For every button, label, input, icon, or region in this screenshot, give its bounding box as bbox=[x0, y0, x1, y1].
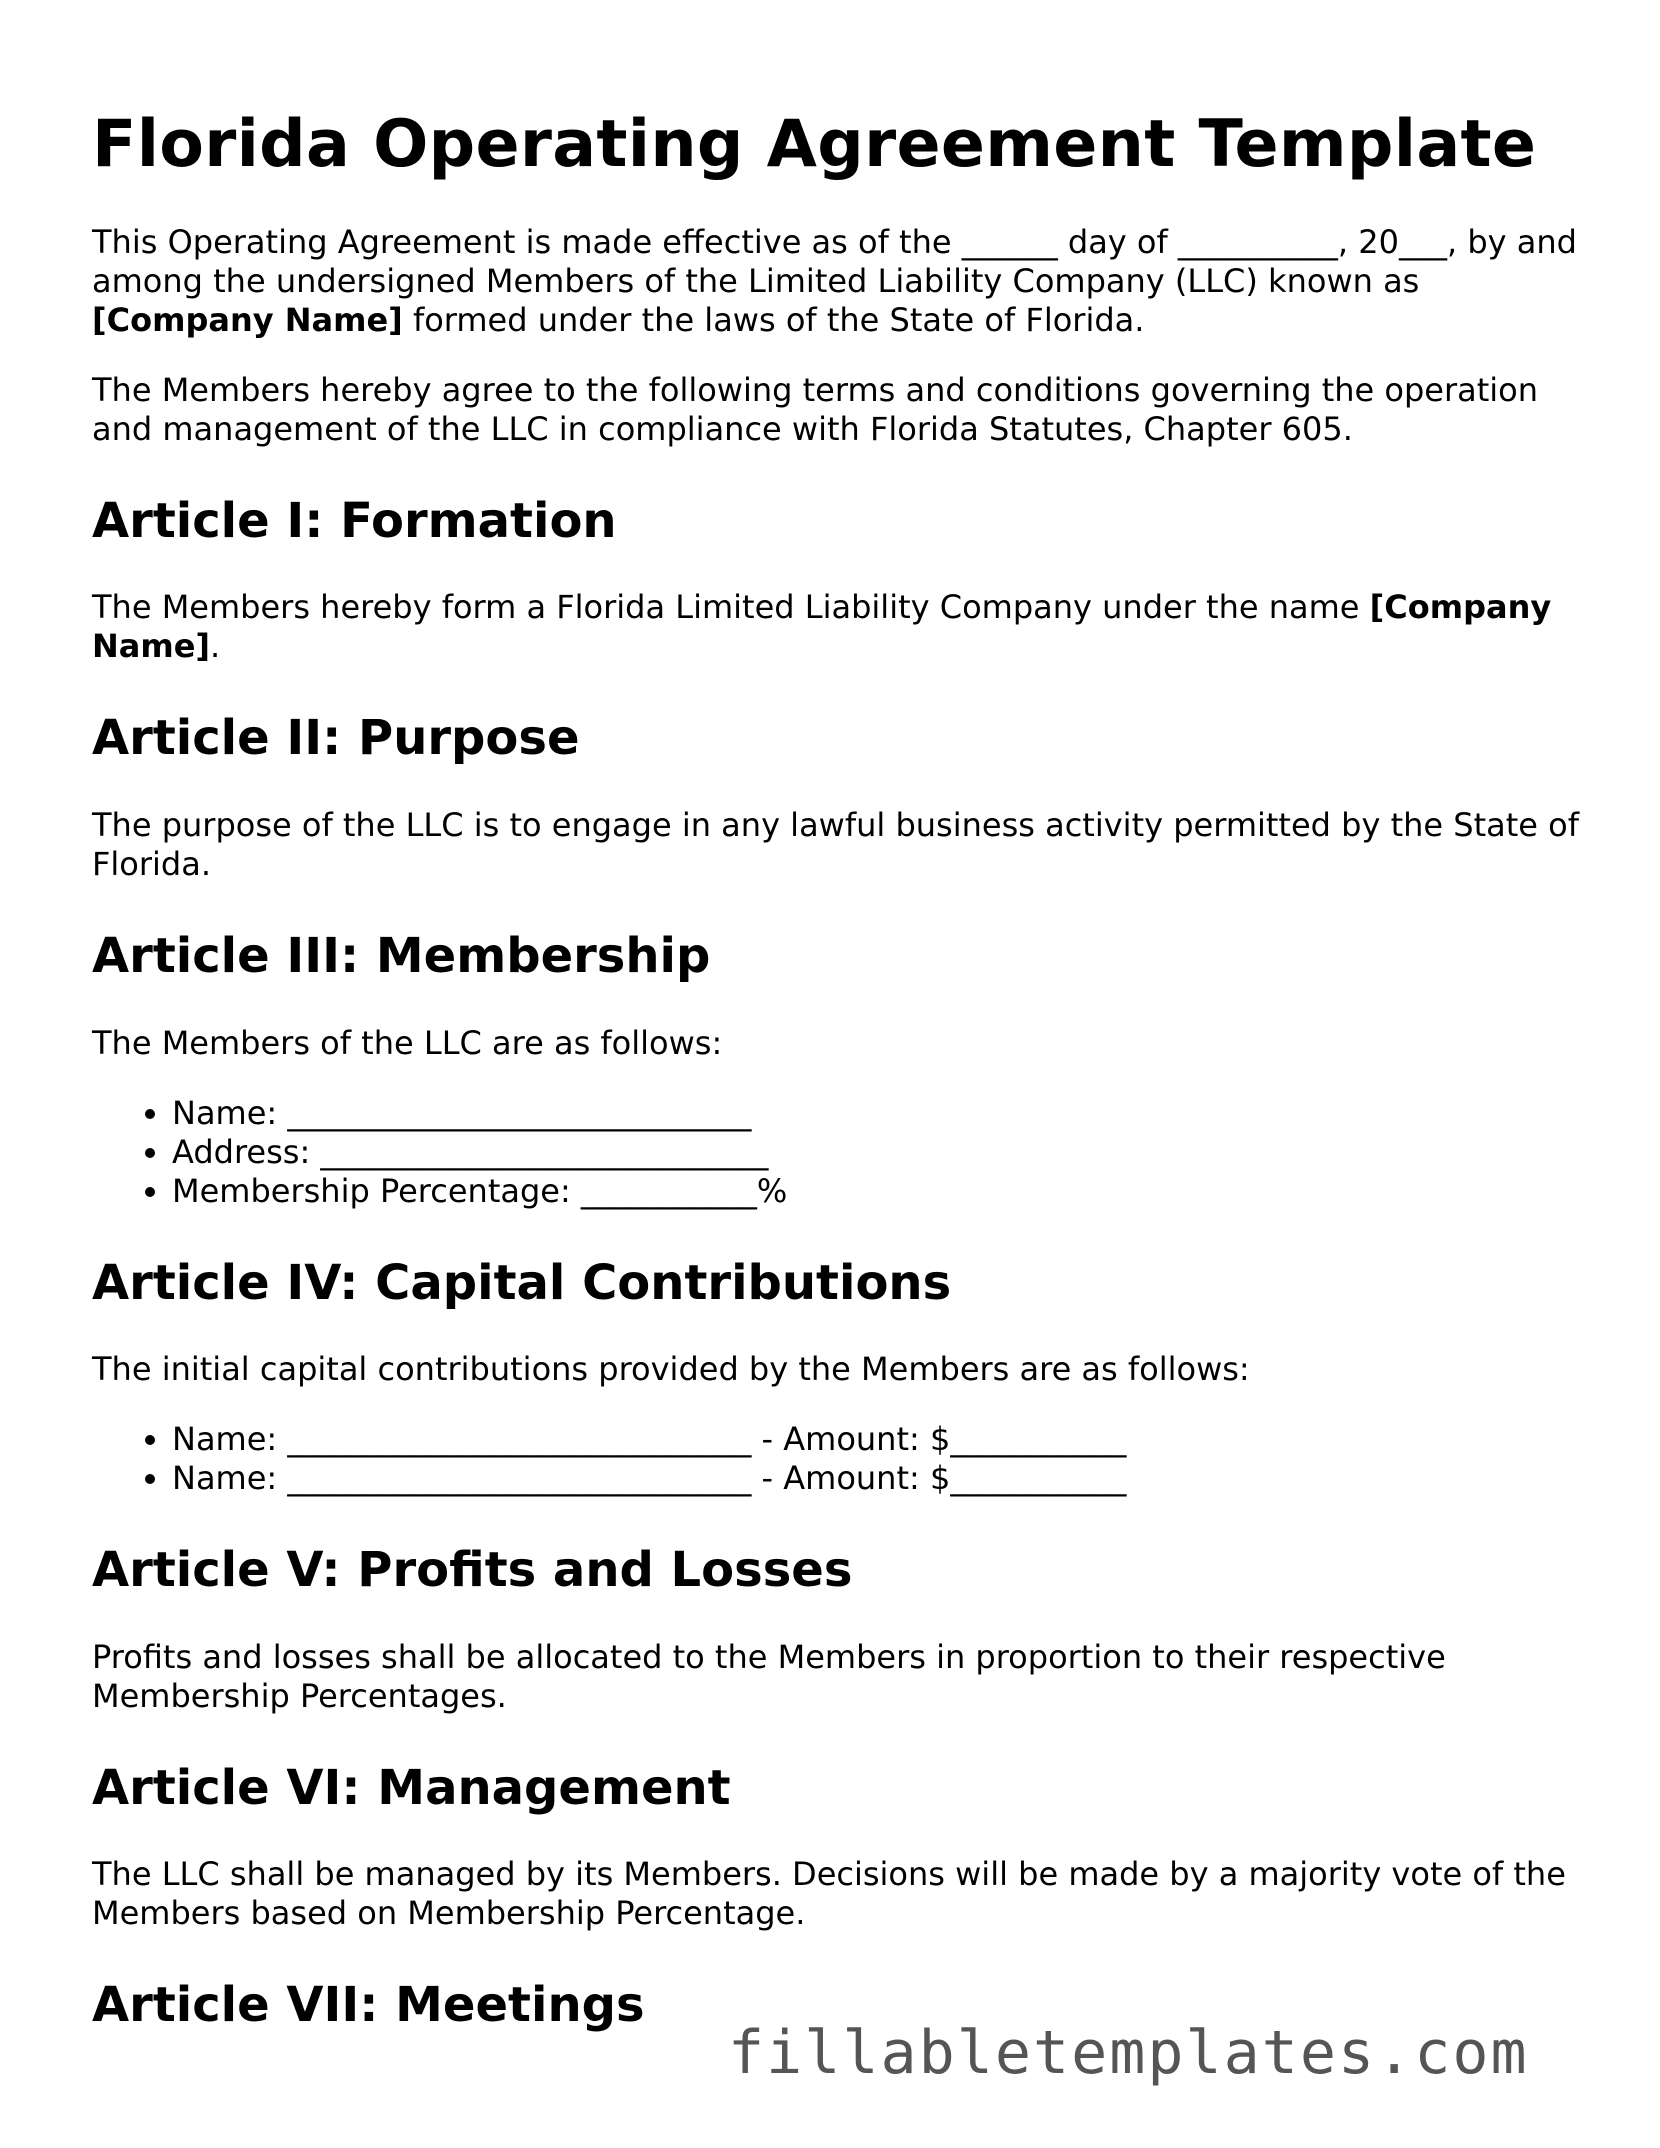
purpose-paragraph: The purpose of the LLC is to engage in any lawful business activity permitted by the State of Florida. bbox=[92, 805, 1579, 883]
capital-contributions-paragraph: The initial capital contributions provided by the Members are as follows: bbox=[92, 1350, 1250, 1389]
list-item-contribution: • Name: _____________________________ - Amount: $___________ bbox=[172, 1459, 1592, 1498]
capital-contributions-list bbox=[92, 1420, 1592, 1498]
document-title: Florida Operating Agreement Template bbox=[92, 107, 1537, 182]
watermark-text: fillabletemplates.com bbox=[728, 2018, 1529, 2088]
article-heading-membership: Article III: Membership bbox=[92, 927, 711, 984]
list-item-member-name: • Name: _____________________________ bbox=[172, 1094, 1592, 1133]
intro-paragraph bbox=[92, 223, 1592, 340]
article-heading-capital-contributions: Article IV: Capital Contributions bbox=[92, 1254, 952, 1311]
formation-period: . bbox=[210, 627, 221, 666]
company-name-placeholder: [Company Name] bbox=[92, 300, 403, 339]
terms-paragraph: The Members hereby agree to the following terms and conditions governing the operation and management of the LLC in compliance with Florida Statutes, Chapter 605. bbox=[92, 370, 1539, 448]
profits-losses-paragraph: Profits and losses shall be allocated to the Members in proportion to their respective Membership Percentages. bbox=[92, 1637, 1446, 1715]
article-heading-meetings: Article VII: Meetings bbox=[92, 1977, 645, 2034]
membership-list bbox=[92, 1094, 1592, 1211]
formation-paragraph bbox=[92, 588, 1592, 666]
company-name-placeholder: [Company Name] bbox=[92, 588, 1552, 666]
list-item-contribution: • Name: _____________________________ - Amount: $___________ bbox=[172, 1420, 1592, 1459]
article-heading-purpose: Article II: Purpose bbox=[92, 710, 580, 767]
document-page bbox=[92, 108, 1592, 2073]
intro-text-end: formed under the laws of the State of Florida. bbox=[402, 300, 1145, 339]
article-heading-formation: Article I: Formation bbox=[92, 492, 617, 549]
article-heading-profits-losses: Article V: Profits and Losses bbox=[92, 1542, 853, 1599]
management-paragraph: The LLC shall be managed by its Members. Decisions will be made by a majority vote of the Members based on Membership Percentage. bbox=[92, 1855, 1566, 1933]
intro-text-start: This Operating Agreement is made effective as of the ______ day of __________, 20___, by and among the undersigned Members of the Limited Liability Company (LLC) known as bbox=[92, 222, 1577, 300]
list-item-member-address: • Address: ____________________________ bbox=[172, 1133, 1592, 1172]
membership-paragraph: The Members of the LLC are as follows: bbox=[92, 1023, 723, 1062]
list-item-membership-percentage: • Membership Percentage: ___________% bbox=[172, 1172, 1592, 1211]
formation-text: The Members hereby form a Florida Limited Liability Company under the name bbox=[92, 588, 1370, 627]
article-heading-management: Article VI: Management bbox=[92, 1759, 731, 1816]
